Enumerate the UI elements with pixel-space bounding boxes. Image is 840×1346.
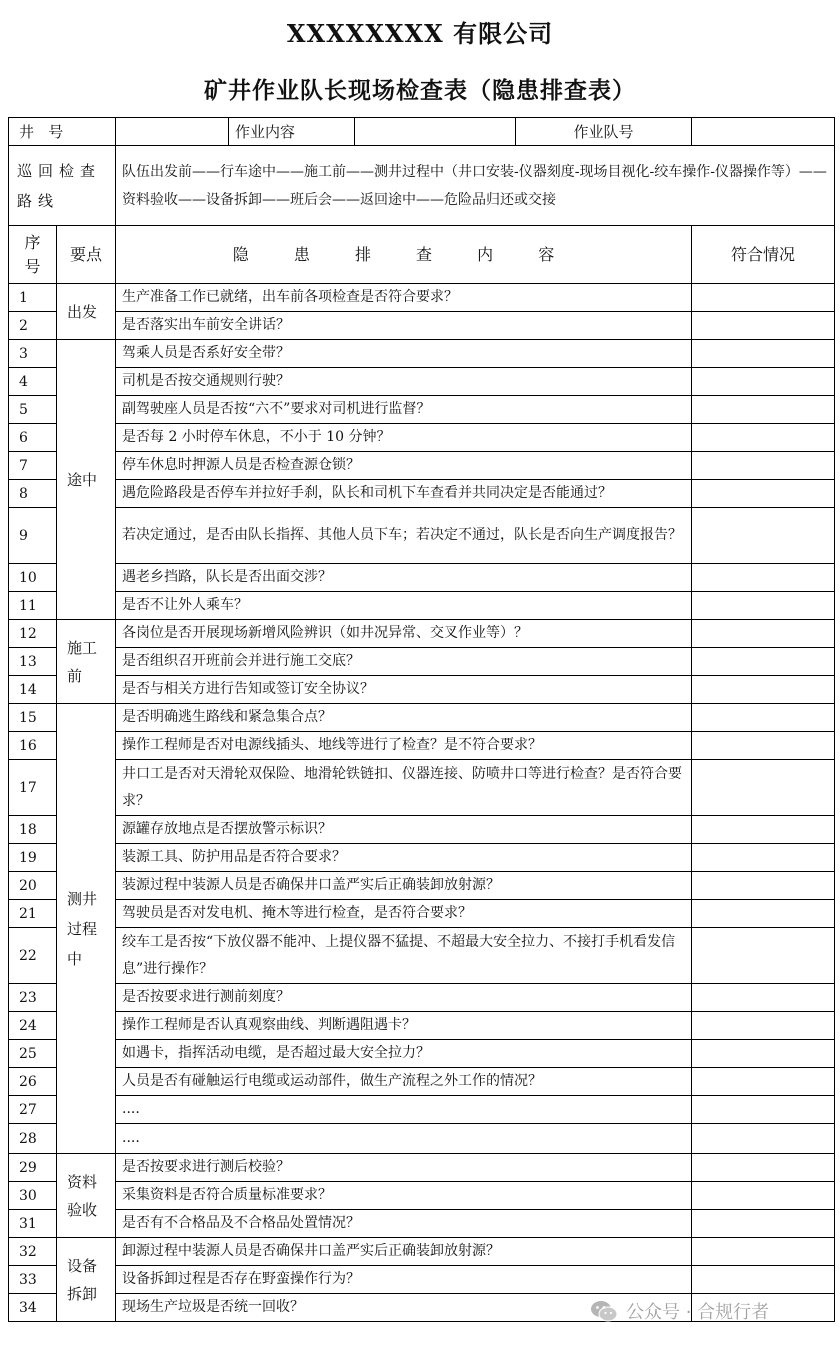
status-cell[interactable] — [692, 1266, 835, 1294]
row-number: 28 — [9, 1124, 57, 1154]
table-row — [9, 984, 835, 1012]
row-number: 19 — [9, 844, 57, 872]
check-item: 人员是否有碰触运行电缆或运动部件，做生产流程之外工作的情况？ — [116, 1068, 692, 1096]
check-item: 驾驶员是否对发电机、掩木等进行检查，是否符合要求？ — [116, 900, 692, 928]
group-label-onroad: 途中 — [57, 340, 116, 620]
check-item: 副驾驶座人员是否按“六不”要求对司机进行监督？ — [116, 396, 692, 424]
table-row — [9, 1210, 835, 1238]
seq-header: 序号 — [9, 226, 57, 284]
row-number: 12 — [9, 620, 57, 648]
row-number: 25 — [9, 1040, 57, 1068]
work-content-label: 作业内容 — [229, 118, 355, 146]
status-cell[interactable] — [692, 1210, 835, 1238]
status-cell[interactable] — [692, 508, 835, 564]
watermark-text: 公众号 · 合规行者 — [626, 1302, 770, 1323]
check-item: 绞车工是否按“下放仪器不能冲、上提仪器不猛提、不超最大安全拉力、不接打手机看发信息”进行操作？ — [116, 928, 692, 984]
table-row — [9, 480, 835, 508]
check-item: 生产准备工作已就绪，出车前各项检查是否符合要求？ — [116, 284, 692, 312]
status-cell[interactable] — [692, 452, 835, 480]
row-number: 27 — [9, 1096, 57, 1124]
check-item: 采集资料是否符合质量标准要求？ — [116, 1182, 692, 1210]
table-row — [9, 1238, 835, 1266]
table-row — [9, 1154, 835, 1182]
check-item: 操作工程师是否认真观察曲线、判断遇阻遇卡？ — [116, 1012, 692, 1040]
table-row — [9, 508, 835, 564]
status-cell[interactable] — [692, 1068, 835, 1096]
table-row — [9, 1012, 835, 1040]
check-item: 若决定通过，是否由队长指挥、其他人员下车；若决定不通过，队长是否向生产调度报告？ — [116, 508, 692, 564]
row-number: 32 — [9, 1238, 57, 1266]
check-item: 是否与相关方进行告知或签订安全协议？ — [116, 676, 692, 704]
status-cell[interactable] — [692, 1238, 835, 1266]
table-row — [9, 1266, 835, 1294]
row-number: 21 — [9, 900, 57, 928]
check-item: 是否按要求进行测前刻度？ — [116, 984, 692, 1012]
check-item: 现场生产垃圾是否统一回收？ — [116, 1294, 692, 1322]
work-content-field[interactable] — [355, 118, 516, 146]
row-number: 8 — [9, 480, 57, 508]
check-item: 卸源过程中装源人员是否确保井口盖严实后正确装卸放射源？ — [116, 1238, 692, 1266]
check-item: 井口工是否对天滑轮双保险、地滑轮铁链扣、仪器连接、防喷井口等进行检查？是否符合要求？ — [116, 760, 692, 816]
row-number: 18 — [9, 816, 57, 844]
company-name: XXXXXXXX 有限公司 — [286, 19, 554, 48]
well-no-field[interactable] — [116, 118, 229, 146]
table-row — [9, 1040, 835, 1068]
row-number: 5 — [9, 396, 57, 424]
status-cell[interactable] — [692, 480, 835, 508]
info-row — [9, 118, 835, 146]
table-row — [9, 704, 835, 732]
table-row — [9, 1096, 835, 1124]
check-item: 停车休息时押源人员是否检查源仓锁？ — [116, 452, 692, 480]
row-number: 7 — [9, 452, 57, 480]
status-cell[interactable] — [692, 620, 835, 648]
row-number: 24 — [9, 1012, 57, 1040]
row-number: 11 — [9, 592, 57, 620]
status-cell[interactable] — [692, 732, 835, 760]
table-row — [9, 1124, 835, 1154]
point-header: 要点 — [57, 226, 116, 284]
status-cell[interactable] — [692, 592, 835, 620]
status-cell[interactable] — [692, 760, 835, 816]
table-row — [9, 816, 835, 844]
check-item: 是否组织召开班前会并进行施工交底？ — [116, 648, 692, 676]
row-number: 9 — [9, 508, 57, 564]
status-cell[interactable] — [692, 368, 835, 396]
check-item: 驾乘人员是否系好安全带？ — [116, 340, 692, 368]
status-cell[interactable] — [692, 1040, 835, 1068]
watermark — [590, 1296, 769, 1326]
crew-no-label: 作业队号 — [516, 118, 692, 146]
wechat-icon — [590, 1300, 618, 1322]
status-cell[interactable] — [692, 816, 835, 844]
check-item: 遇危险路段是否停车并拉好手刹，队长和司机下车查看并共同决定是否能通过？ — [116, 480, 692, 508]
row-number: 15 — [9, 704, 57, 732]
table-row — [9, 760, 835, 816]
route-row — [9, 146, 835, 226]
check-item: 源罐存放地点是否摆放警示标识？ — [116, 816, 692, 844]
check-item: .... — [116, 1096, 692, 1124]
status-cell[interactable] — [692, 872, 835, 900]
row-number: 20 — [9, 872, 57, 900]
row-number: 13 — [9, 648, 57, 676]
group-label-data: 资料验收 — [57, 1154, 116, 1238]
check-item: 装源过程中装源人员是否确保井口盖严实后正确装卸放射源？ — [116, 872, 692, 900]
status-cell[interactable] — [692, 984, 835, 1012]
status-cell[interactable] — [692, 424, 835, 452]
table-row — [9, 872, 835, 900]
row-number: 2 — [9, 312, 57, 340]
table-row — [9, 592, 835, 620]
status-cell[interactable] — [692, 284, 835, 312]
row-number: 16 — [9, 732, 57, 760]
table-row — [9, 648, 835, 676]
row-number: 33 — [9, 1266, 57, 1294]
status-cell[interactable] — [692, 844, 835, 872]
table-row — [9, 620, 835, 648]
row-number: 31 — [9, 1210, 57, 1238]
status-cell[interactable] — [692, 1012, 835, 1040]
check-item: 各岗位是否开展现场新增风险辨识（如井况异常、交叉作业等）？ — [116, 620, 692, 648]
row-number: 4 — [9, 368, 57, 396]
status-cell[interactable] — [692, 648, 835, 676]
table-row — [9, 284, 835, 312]
check-item: 操作工程师是否对电源线插头、地线等进行了检查？是不符合要求？ — [116, 732, 692, 760]
table-row — [9, 928, 835, 984]
column-header-row — [9, 226, 835, 284]
group-label-dismantle: 设备拆卸 — [57, 1238, 116, 1322]
inspection-table — [8, 117, 835, 1322]
row-number: 3 — [9, 340, 57, 368]
check-item: 是否不让外人乘车？ — [116, 592, 692, 620]
row-number: 34 — [9, 1294, 57, 1322]
status-cell[interactable] — [692, 676, 835, 704]
well-no-label: 井 号 — [9, 118, 116, 146]
group-label-logging: 测井过程中 — [57, 704, 116, 1154]
row-number: 26 — [9, 1068, 57, 1096]
table-row — [9, 424, 835, 452]
row-number: 23 — [9, 984, 57, 1012]
table-row — [9, 452, 835, 480]
row-number: 10 — [9, 564, 57, 592]
status-cell[interactable] — [692, 1182, 835, 1210]
status-cell[interactable] — [692, 340, 835, 368]
content-header: 隐 患 排 查 内 容 — [116, 226, 692, 284]
route-label: 巡回检查路线 — [9, 146, 116, 226]
check-item: .... — [116, 1124, 692, 1154]
group-label-depart: 出发 — [57, 284, 116, 340]
check-item: 装源工具、防护用品是否符合要求？ — [116, 844, 692, 872]
check-item: 遇老乡挡路，队长是否出面交涉？ — [116, 564, 692, 592]
status-header: 符合情况 — [692, 226, 835, 284]
table-row — [9, 900, 835, 928]
group-label-preconstruct: 施工前 — [57, 620, 116, 704]
form-title: 矿井作业队长现场检查表（隐患排查表） — [204, 77, 636, 104]
table-row — [9, 1182, 835, 1210]
row-number: 17 — [9, 760, 57, 816]
row-number: 30 — [9, 1182, 57, 1210]
table-row — [9, 732, 835, 760]
status-cell[interactable] — [692, 1124, 835, 1154]
table-row — [9, 676, 835, 704]
status-cell[interactable] — [692, 312, 835, 340]
status-cell[interactable] — [692, 396, 835, 424]
crew-no-field[interactable] — [692, 118, 835, 146]
status-cell[interactable] — [692, 928, 835, 984]
row-number: 14 — [9, 676, 57, 704]
table-row — [9, 368, 835, 396]
check-item: 是否有不合格品及不合格品处置情况？ — [116, 1210, 692, 1238]
check-item: 设备拆卸过程是否存在野蛮操作行为？ — [116, 1266, 692, 1294]
check-item: 是否明确逃生路线和紧急集合点？ — [116, 704, 692, 732]
row-number: 6 — [9, 424, 57, 452]
table-row — [9, 340, 835, 368]
table-row — [9, 844, 835, 872]
check-item: 如遇卡，指挥活动电缆，是否超过最大安全拉力？ — [116, 1040, 692, 1068]
check-item: 司机是否按交通规则行驶？ — [116, 368, 692, 396]
table-row — [9, 396, 835, 424]
row-number: 29 — [9, 1154, 57, 1182]
status-cell[interactable] — [692, 564, 835, 592]
table-row — [9, 1068, 835, 1096]
status-cell[interactable] — [692, 704, 835, 732]
check-item: 是否落实出车前安全讲话？ — [116, 312, 692, 340]
check-item: 是否每 2 小时停车休息，不小于 10 分钟？ — [116, 424, 692, 452]
status-cell[interactable] — [692, 1096, 835, 1124]
row-number: 1 — [9, 284, 57, 312]
check-item: 是否按要求进行测后校验？ — [116, 1154, 692, 1182]
route-text: 队伍出发前——行车途中——施工前——测井过程中（井口安装-仪器刻度-现场目视化-绞车操作-仪器操作等）——资料验收——设备拆卸——班后会——返回途中——危险品归还或交接 — [116, 146, 835, 226]
table-row — [9, 564, 835, 592]
row-number: 22 — [9, 928, 57, 984]
table-row — [9, 312, 835, 340]
status-cell[interactable] — [692, 1154, 835, 1182]
status-cell[interactable] — [692, 900, 835, 928]
